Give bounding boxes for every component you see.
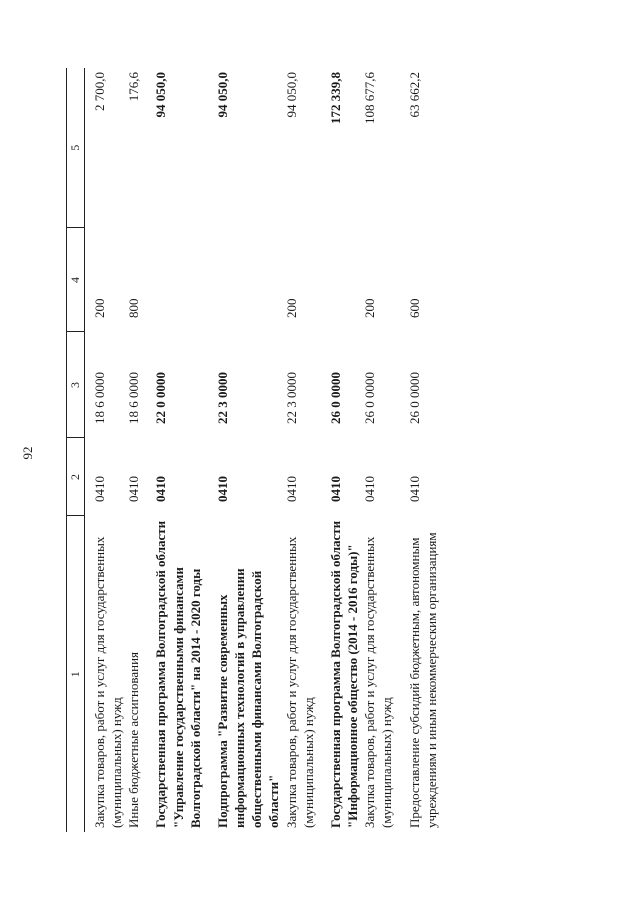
row-amount: 2 700,0 xyxy=(92,72,107,111)
header-col-4: 4 xyxy=(67,228,85,332)
row-target: 26 0 0000 xyxy=(327,372,343,424)
table-row xyxy=(283,68,317,832)
row-target: 22 0 0000 xyxy=(153,372,169,424)
row-section: 0410 xyxy=(153,476,169,502)
header-col-3: 3 xyxy=(67,332,85,438)
row-target: 22 3 0000 xyxy=(283,372,299,424)
page-number: 92 xyxy=(20,446,35,460)
header-row xyxy=(67,68,85,832)
table-row xyxy=(204,68,283,832)
row-section: 0410 xyxy=(283,476,299,502)
table-row xyxy=(396,68,440,832)
row-amount: 108 677,6 xyxy=(362,72,378,124)
row-name: Государственная программа Волгоградской области "Информационное общество (2014 - 2016 годы)" xyxy=(327,520,361,828)
row-target: 18 6 0000 xyxy=(126,372,142,424)
table-row xyxy=(85,68,126,832)
row-target: 22 3 0000 xyxy=(214,372,230,424)
row-amount: 63 662,2 xyxy=(406,72,422,118)
row-target: 18 6 0000 xyxy=(92,372,107,424)
row-amount: 176,6 xyxy=(126,72,142,102)
row-type: 800 xyxy=(126,298,142,318)
row-amount: 172 339,8 xyxy=(327,72,343,124)
row-section: 0410 xyxy=(92,476,107,502)
row-type: 200 xyxy=(362,298,378,318)
row-section: 0410 xyxy=(126,476,142,502)
row-section: 0410 xyxy=(214,476,230,502)
row-section: 0410 xyxy=(406,476,422,502)
header-col-2: 2 xyxy=(67,438,85,516)
row-name: Подпрограмма "Развитие современных информационных технологий в управлении общественными финансами Волгоградской области" xyxy=(214,568,282,828)
budget-table-rotated xyxy=(66,68,521,832)
table-row xyxy=(125,68,142,832)
row-section: 0410 xyxy=(362,476,378,502)
budget-table xyxy=(66,68,440,832)
table-row xyxy=(142,68,203,832)
row-amount: 94 050,0 xyxy=(283,72,299,118)
row-name: Иные бюджетные ассигнования xyxy=(126,651,142,828)
row-name: Государственная программа Волгоградской области "Управление государственными финансами Волгоградской области" на 2014 - 2020 годы xyxy=(153,520,203,828)
row-type: 600 xyxy=(406,298,422,318)
row-name: Закупка товаров, работ и услуг для государственных (муниципальных) нужд xyxy=(362,536,395,828)
row-type: 200 xyxy=(283,298,299,318)
header-col-1: 1 xyxy=(67,516,85,832)
row-amount: 94 050,0 xyxy=(153,72,169,118)
table-row xyxy=(361,68,395,832)
table-row xyxy=(317,68,361,832)
row-type xyxy=(204,228,283,332)
row-type xyxy=(317,228,361,332)
row-target: 26 0 0000 xyxy=(406,372,422,424)
row-name: Закупка товаров, работ и услуг для государственных (муниципальных) нужд xyxy=(92,536,125,828)
row-section: 0410 xyxy=(327,476,343,502)
row-name: Закупка товаров, работ и услуг для государственных (муниципальных) нужд xyxy=(283,536,316,828)
row-amount: 94 050,0 xyxy=(214,72,230,118)
row-type: 200 xyxy=(92,298,107,318)
header-col-5: 5 xyxy=(67,68,85,228)
row-target: 26 0 0000 xyxy=(362,372,378,424)
row-type xyxy=(142,228,203,332)
row-name: Предоставление субсидий бюджетным, автономным учреждениям и иным некоммерческим организациям xyxy=(406,532,439,828)
